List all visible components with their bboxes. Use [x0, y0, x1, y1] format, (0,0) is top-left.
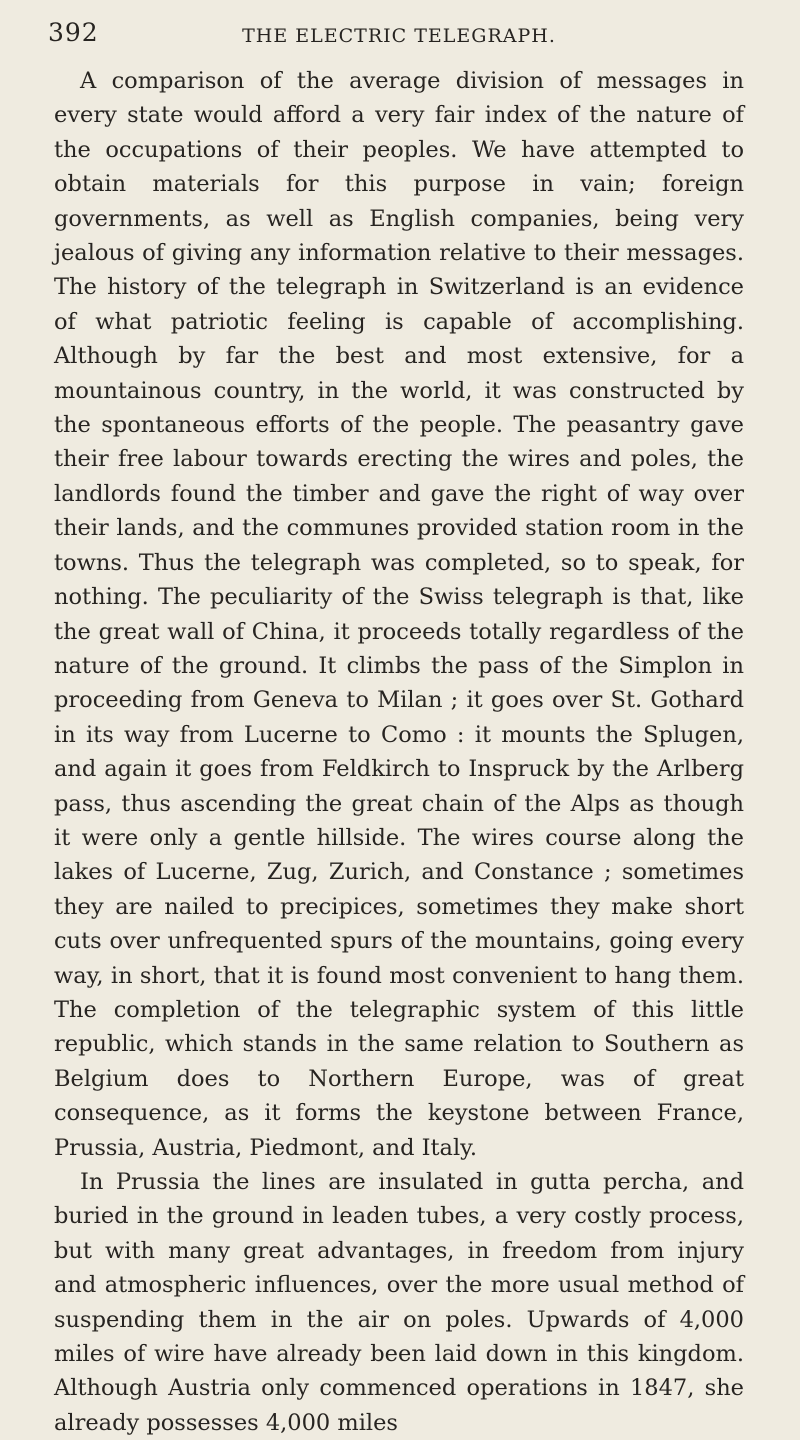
paragraph-1: A comparison of the average division of messages in every state would afford a very fair index of the nature of the occupations of their peoples. We have attempted to obtain materials for this purpose in vain; foreign governments, as well as English companies, being very jealous of giving any information relative to their messages. The history of the telegraph in Switzerland is an evidence of what patriotic feeling is capable of accomplishing. Although by far the best and most extensive, for a mountainous country, in the world, it was constructed by the spontaneous efforts of the people. The peasantry gave their free labour towards erecting the wires and poles, the landlords found the timber and gave the right of way over their lands, and the communes provided station room in the towns. Thus the telegraph was completed, so to speak, for nothing. The peculiarity of the Swiss telegraph is that, like the great wall of China, it proceeds totally regardless of the nature of the ground. It climbs the pass of the Simplon in proceeding from Geneva to Milan ; it goes over St. Gothard in its way from Lucerne to Como : it mounts the Splugen, and again it goes from Feldkirch to Inspruck by the Arlberg pass, thus ascending the great chain of the Alps as though it were only a gentle hillside. The wires course along the lakes of Lucerne, Zug, Zurich, and Constance ; sometimes they are nailed to precipices, sometimes they make short cuts over unfrequented spurs of the mountains, going every way, in short, that it is found most convenient to hang them. The completion of the telegraphic system of this little republic, which stands in the same relation to Southern as Belgium does to Northern Europe, was of great consequence, as it forms the keystone between France, Prussia, Austria, Piedmont, and Italy.: [54, 68, 744, 1161]
body-text: [54, 64, 744, 1440]
page-number: 392: [48, 18, 99, 47]
paragraph-2: In Prussia the lines are insulated in gutta percha, and buried in the ground in leaden tubes, a very costly process, but with many great advantages, in freedom from injury and atmospheric influences, over the more usual method of suspending them in the air on poles. Upwards of 4,000 miles of wire have already been laid down in this kingdom. Although Austria only commenced operations in 1847, she already possesses 4,000 miles: [54, 1169, 744, 1436]
running-head: THE ELECTRIC TELEGRAPH.: [242, 25, 556, 47]
page-header: [48, 18, 744, 52]
